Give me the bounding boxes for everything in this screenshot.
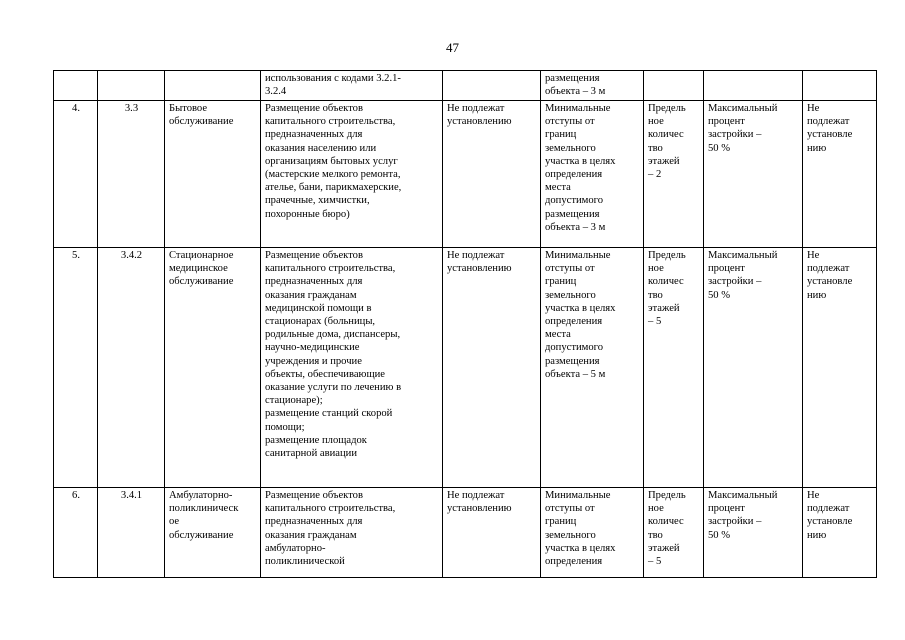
cell-other: Не подлежат установле нию (803, 488, 877, 578)
table-row-continuation (54, 71, 877, 101)
cell-coverage: Максимальный процент застройки – 50 % (704, 488, 803, 578)
cell-num: 5. (54, 248, 98, 488)
cell-coverage: Максимальный процент застройки – 50 % (704, 248, 803, 488)
cell-setbacks: Минимальные отступы от границ земельного участка в целях определения (541, 488, 644, 578)
cell-area: Не подлежат установлению (443, 101, 541, 248)
cell-area: Не подлежат установлению (443, 248, 541, 488)
cell-other: Не подлежат установле нию (803, 101, 877, 248)
cell-setbacks: Минимальные отступы от границ земельного участка в целях определения места допустимого размещения объекта – 3 м (541, 101, 644, 248)
cell-num (54, 71, 98, 101)
cell-name: Стационарное медицинское обслуживание (165, 248, 261, 488)
cell-name: Бытовое обслуживание (165, 101, 261, 248)
zoning-regulations-table (53, 70, 877, 578)
table-row (54, 488, 877, 578)
cell-name: Амбулаторно- поликлиническ ое обслуживание (165, 488, 261, 578)
cell-code: 3.4.2 (98, 248, 165, 488)
page-number: 47 (446, 40, 459, 55)
cell-description: Размещение объектов капитального строительства, предназначенных для оказания гражданам амбулаторно- поликлинической (261, 488, 443, 578)
table-row (54, 248, 877, 488)
cell-description: Размещение объектов капитального строительства, предназначенных для оказания гражданам медицинской помощи в стационарах (больницы, родильные дома, диспансеры, научно-медицинские учреждения и прочие объекты, обеспечивающие оказание услуги по лечению в стационаре); размещение станций скорой помощи; размещение площадок санитарной авиации (261, 248, 443, 488)
cell-coverage (704, 71, 803, 101)
cell-area: Не подлежат установлению (443, 488, 541, 578)
cell-other (803, 71, 877, 101)
cell-code: 3.4.1 (98, 488, 165, 578)
cell-num: 4. (54, 101, 98, 248)
cell-code: 3.3 (98, 101, 165, 248)
cell-other: Не подлежат установле нию (803, 248, 877, 488)
cell-floors: Предель ное количес тво этажей – 2 (644, 101, 704, 248)
cell-floors (644, 71, 704, 101)
table-row (54, 101, 877, 248)
cell-coverage: Максимальный процент застройки – 50 % (704, 101, 803, 248)
cell-floors: Предель ное количес тво этажей – 5 (644, 488, 704, 578)
cell-name (165, 71, 261, 101)
cell-description: Размещение объектов капитального строительства, предназначенных для оказания населению или организациям бытовых услуг (мастерские мелкого ремонта, ателье, бани, парикмахерские, прачечные, химчистки, похоронные бюро) (261, 101, 443, 248)
cell-code (98, 71, 165, 101)
cell-floors: Предель ное количес тво этажей – 5 (644, 248, 704, 488)
cell-num: 6. (54, 488, 98, 578)
cell-area (443, 71, 541, 101)
cell-description: использования с кодами 3.2.1- 3.2.4 (261, 71, 443, 101)
cell-setbacks: Минимальные отступы от границ земельного участка в целях определения места допустимого размещения объекта – 5 м (541, 248, 644, 488)
cell-setbacks: размещения объекта – 3 м (541, 71, 644, 101)
